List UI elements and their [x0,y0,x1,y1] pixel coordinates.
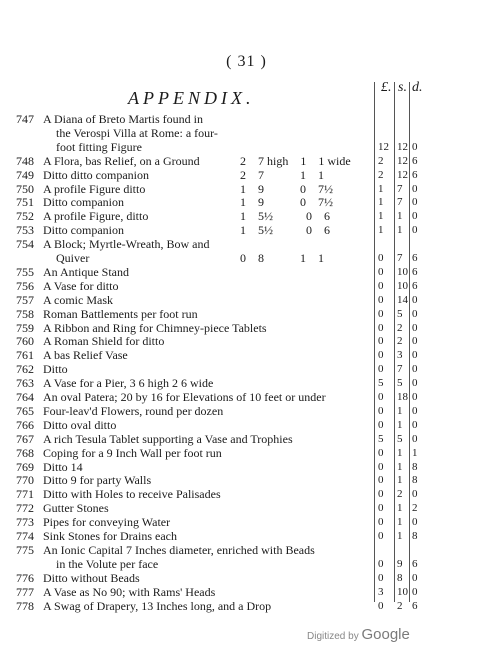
entry-number: 754 [16,237,34,252]
price-pounds: 0 [378,307,384,320]
entry-number: 752 [16,209,34,224]
price-shillings: 10 [397,265,408,278]
price-shillings: 7 [397,252,403,264]
entry-text: the Verospi Villa at Rome: a four- [56,125,218,140]
entry-number: 769 [16,459,34,474]
entry-number: 767 [16,431,34,446]
column-rule [374,82,375,602]
price-pounds: 0 [378,557,384,570]
entry-number: 763 [16,376,34,391]
price-pounds: 0 [378,571,384,584]
price-pence: 6 [412,557,418,570]
watermark-brand: Google [361,626,410,643]
entry-text: Four-leav'd Flowers, round per dozen [43,403,224,418]
price-pence: 0 [412,335,418,348]
price-shillings: 5 [397,432,403,445]
price-pounds: 0 [378,599,384,612]
price-pounds: 0 [378,530,384,542]
price-shillings: 2 [397,599,403,612]
price-shillings: 2 [397,321,403,334]
entry-text: Ditto [43,362,68,377]
entry-text: foot fitting Figure [56,139,142,154]
entry-number: 753 [16,223,34,238]
price-pounds: 0 [378,363,384,376]
price-pence: 6 [412,168,418,181]
entry-dimensions: 2 7 high 1 1 wide [240,153,351,168]
entry-text: A Ribbon and Ring for Chimney-piece Tablets [43,320,267,335]
price-pence: 0 [412,404,418,417]
price-shillings: 8 [397,571,403,584]
entry-dimensions: 2 7 1 1 [240,167,324,182]
price-shillings: 1 [397,502,403,515]
entry-number: 758 [16,306,34,321]
price-shillings: 2 [397,335,403,348]
price-pence: 0 [412,363,418,376]
entry-number: 759 [16,320,34,335]
price-pounds: 1 [378,224,384,237]
entry-number: 761 [16,348,34,363]
price-pounds: 0 [378,404,384,417]
price-shillings: 1 [397,418,403,431]
entry-text: A Vase for ditto [43,278,119,293]
price-pounds: 0 [378,418,384,431]
entry-number: 776 [16,570,34,585]
entry-text: A Vase as No 90; with Rams' Heads [43,584,216,599]
entry-number: 749 [16,167,34,182]
entry-number: 778 [16,598,34,613]
price-shillings: 9 [397,557,403,570]
price-shillings: 10 [397,279,408,292]
price-shillings: 2 [397,488,403,501]
entry-text: Roman Battlements per foot run [43,306,198,321]
watermark-prefix: Digitized by [307,631,359,642]
price-shillings: 1 [397,446,403,459]
column-rule [409,82,410,602]
entry-text: Ditto with Holes to receive Palisades [43,487,221,502]
entry-text: Gutter Stones [43,501,109,516]
entry-text: An oval Patera; 20 by 16 for Elevations of 10 feet or under [43,390,326,404]
price-pounds: 1 [378,210,384,223]
price-pounds: 0 [378,474,384,487]
column-header-shillings: s. [398,80,407,95]
price-pence: 0 [412,391,418,403]
price-pounds: 0 [378,391,384,403]
digitized-by-watermark [307,626,410,643]
entry-number: 748 [16,153,34,168]
entry-number: 775 [16,542,34,557]
price-pounds: 0 [378,279,384,292]
price-shillings: 1 [397,404,403,417]
entry-text: A Roman Shield for ditto [43,334,165,349]
price-pence: 0 [412,210,418,223]
entry-number: 772 [16,501,34,516]
price-pounds: 2 [378,154,384,167]
entry-number: 777 [16,584,34,599]
price-pence: 0 [412,571,418,584]
price-pounds: 0 [378,488,384,501]
entry-number: 757 [16,292,34,307]
price-pounds: 0 [378,265,384,278]
price-shillings: 12 [397,154,408,167]
price-pence: 6 [412,265,418,278]
price-shillings: 1 [397,210,403,223]
entry-text: Ditto ditto companion [43,167,149,182]
entry-dimensions: 0 8 1 1 [240,251,324,265]
price-shillings: 5 [397,377,403,390]
price-pence: 0 [412,196,418,209]
entry-dimensions: 1 5½ 0 6 [240,209,330,224]
entry-text: An Antique Stand [43,264,129,279]
entry-text: A rich Tesula Tablet supporting a Vase and Trophies [43,431,293,446]
entry-number: 773 [16,515,34,530]
price-pounds: 12 [378,140,389,153]
entry-number: 747 [16,112,34,126]
price-pounds: 0 [378,502,384,515]
entry-text: A Swag of Drapery, 13 Inches long, and a Drop [43,598,272,613]
price-shillings: 12 [397,140,408,153]
entry-text: A Flora, bas Relief, on a Ground [43,153,200,168]
price-pence: 0 [412,224,418,237]
entry-text: Quiver [56,251,90,265]
price-pence: 0 [412,293,418,306]
price-pence: 1 [412,446,418,459]
price-pence: 0 [412,377,418,390]
entry-text: A Vase for a Pier, 3 6 high 2 6 wide [43,376,214,391]
page-title: APPENDIX. [128,88,255,108]
entry-text: Pipes for conveying Water [43,515,171,530]
price-shillings: 1 [397,530,403,542]
entry-text: A bas Relief Vase [43,348,128,363]
price-pounds: 0 [378,335,384,348]
price-pounds: 3 [378,585,384,598]
price-shillings: 12 [397,168,408,181]
entry-text: Ditto without Beads [43,570,140,585]
price-pounds: 2 [378,168,384,181]
price-pence: 8 [412,460,418,473]
entry-dimensions: 1 9 0 7½ [240,195,333,210]
entry-text: Ditto companion [43,195,124,210]
entry-text: A comic Mask [43,292,113,307]
entry-number: 766 [16,417,34,432]
column-rule [394,82,395,602]
entry-text: A Diana of Breto Martis found in [43,112,203,126]
entry-number: 771 [16,487,34,502]
price-shillings: 3 [397,349,403,362]
price-pence: 6 [412,252,418,264]
price-pence: 0 [412,321,418,334]
price-pence: 2 [412,502,418,515]
price-shillings: 5 [397,307,403,320]
price-pounds: 0 [378,460,384,473]
price-pence: 6 [412,154,418,167]
entry-number: 764 [16,390,34,404]
price-pence: 0 [412,418,418,431]
price-pounds: 5 [378,377,384,390]
price-pence: 0 [412,182,418,195]
price-pounds: 1 [378,182,384,195]
price-pounds: 0 [378,349,384,362]
price-shillings: 10 [397,585,408,598]
entry-number: 768 [16,445,34,460]
entry-number: 751 [16,195,34,210]
price-pence: 8 [412,474,418,487]
entry-text: Ditto 14 [43,459,83,474]
entry-text: Sink Stones for Drains each [43,529,177,543]
price-pence: 6 [412,279,418,292]
price-shillings: 1 [397,224,403,237]
price-pounds: 0 [378,516,384,529]
price-shillings: 7 [397,363,403,376]
entry-number: 770 [16,473,34,488]
price-pounds: 0 [378,321,384,334]
price-pounds: 0 [378,252,384,264]
price-pence: 6 [412,599,418,612]
price-shillings: 7 [397,196,403,209]
column-header-pounds: £. [381,80,392,95]
entry-dimensions: 1 9 0 7½ [240,181,333,196]
entry-text: Ditto oval ditto [43,417,117,432]
entry-number: 760 [16,334,34,349]
price-pence: 0 [412,307,418,320]
price-shillings: 1 [397,474,403,487]
price-pence: 0 [412,349,418,362]
entry-number: 756 [16,278,34,293]
entry-text: A profile Figure ditto [43,181,146,196]
price-pence: 0 [412,516,418,529]
entry-number: 750 [16,181,34,196]
price-pounds: 0 [378,446,384,459]
price-shillings: 1 [397,460,403,473]
entry-text: Ditto companion [43,223,124,238]
entry-text: Ditto 9 for party Walls [43,473,152,488]
price-pence: 0 [412,585,418,598]
entry-number: 774 [16,529,34,543]
entry-dimensions: 1 5½ 0 6 [240,223,330,238]
entry-text: A profile Figure, ditto [43,209,149,224]
entry-number: 755 [16,264,34,279]
price-pence: 0 [412,488,418,501]
entry-text: Coping for a 9 Inch Wall per foot run [43,445,222,460]
entry-text: in the Volute per face [56,556,159,571]
page-number: ( 31 ) [226,53,267,70]
price-pounds: 1 [378,196,384,209]
entry-text: A Block; Myrtle-Wreath, Bow and [43,237,210,252]
price-pence: 8 [412,530,418,542]
entry-number: 762 [16,362,34,377]
price-pence: 0 [412,140,418,153]
price-shillings: 1 [397,516,403,529]
price-shillings: 7 [397,182,403,195]
entry-text: An Ionic Capital 7 Inches diameter, enriched with Beads [43,542,315,557]
price-shillings: 14 [397,293,408,306]
entry-number: 765 [16,403,34,418]
price-pounds: 5 [378,432,384,445]
price-pence: 0 [412,432,418,445]
price-pounds: 0 [378,293,384,306]
price-shillings: 18 [397,391,408,403]
column-header-pence: d. [412,80,423,95]
